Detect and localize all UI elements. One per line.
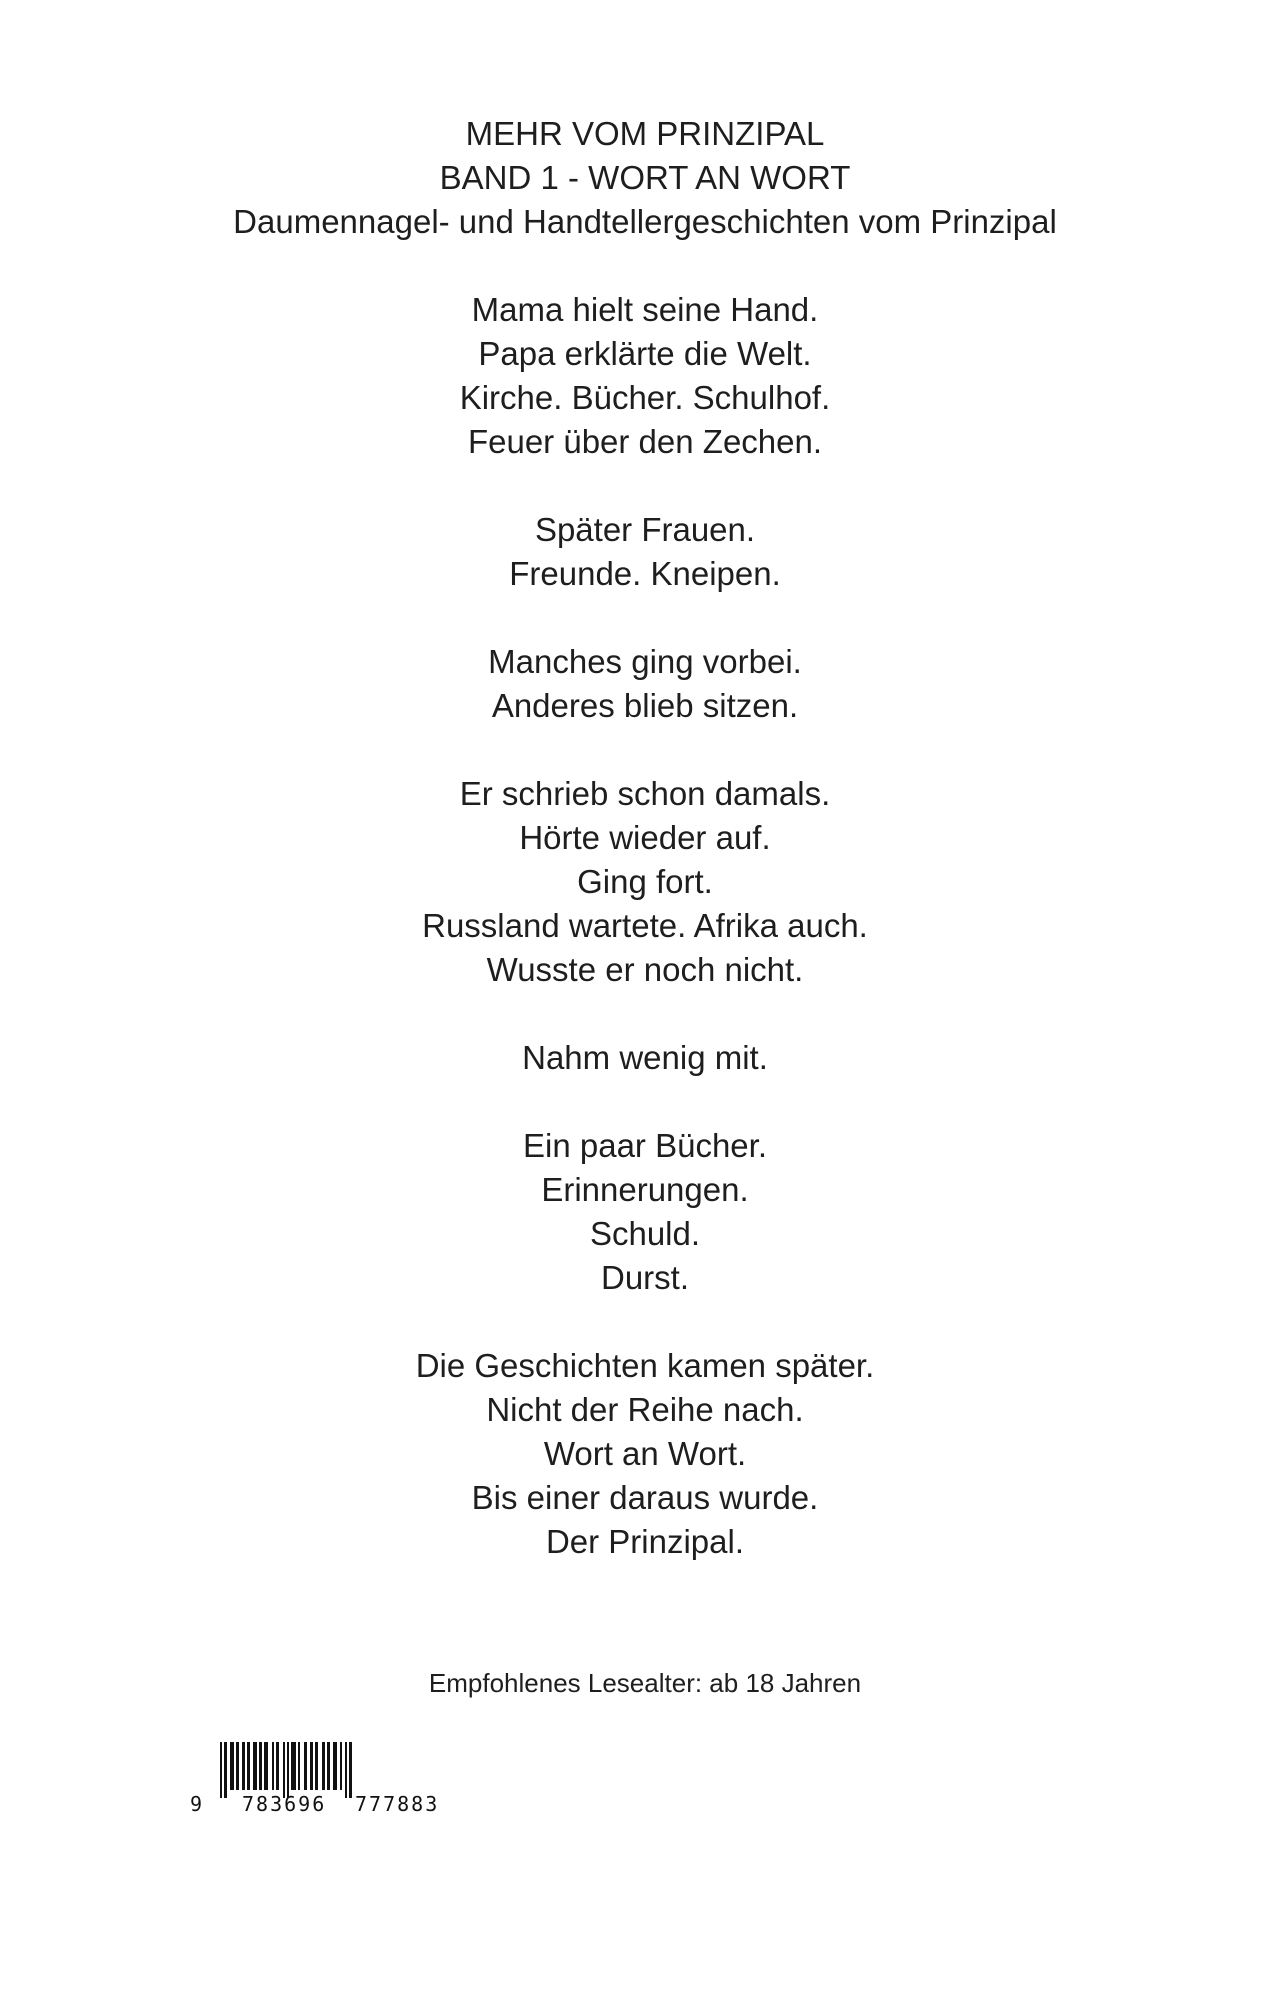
poem-line: Die Geschichten kamen später. bbox=[415, 1347, 875, 1384]
poem-line: Hörte wieder auf. bbox=[519, 819, 771, 856]
poem-line: Mama hielt seine Hand. bbox=[471, 291, 819, 328]
stanza bbox=[0, 772, 1263, 992]
poem-line: Kirche. Bücher. Schulhof. bbox=[459, 379, 831, 416]
poem-line: Wusste er noch nicht. bbox=[486, 951, 804, 988]
poem-line: Ein paar Bücher. bbox=[523, 1127, 767, 1164]
poem-line: Er schrieb schon damals. bbox=[459, 775, 831, 812]
poem-line: Später Frauen. bbox=[534, 511, 756, 548]
subtitle: Daumennagel- und Handtellergeschichten vom Prinzipal bbox=[233, 203, 1057, 240]
series-title: MEHR VOM PRINZIPAL bbox=[465, 115, 825, 152]
cover-heading bbox=[0, 112, 1263, 244]
poem-line: Bis einer daraus wurde. bbox=[471, 1479, 819, 1516]
stanza bbox=[0, 1344, 1263, 1564]
barcode-bar bbox=[349, 1742, 351, 1798]
barcode-bars bbox=[220, 1742, 480, 1794]
poem-line: Papa erklärte die Welt. bbox=[478, 335, 812, 372]
volume-title: BAND 1 - WORT AN WORT bbox=[439, 159, 851, 196]
poem-line: Russland wartete. Afrika auch. bbox=[422, 907, 868, 944]
stanza bbox=[0, 640, 1263, 728]
poem-line: Anderes blieb sitzen. bbox=[491, 687, 799, 724]
recommended-age-note: Empfohlenes Lesealter: ab 18 Jahren bbox=[428, 1668, 862, 1698]
barcode-first-digit: 9 bbox=[190, 1792, 203, 1816]
stanza bbox=[0, 1036, 1263, 1080]
stanza bbox=[0, 508, 1263, 596]
poem-line: Erinnerungen. bbox=[541, 1171, 749, 1208]
barcode-right-digits: 777883 bbox=[355, 1792, 440, 1816]
poem-line: Wort an Wort. bbox=[543, 1435, 747, 1472]
poem-line: Feuer über den Zechen. bbox=[467, 423, 823, 460]
poem-line: Manches ging vorbei. bbox=[488, 643, 802, 680]
poem-line: Freunde. Kneipen. bbox=[509, 555, 781, 592]
poem-line: Nahm wenig mit. bbox=[522, 1039, 768, 1076]
stanza bbox=[0, 288, 1263, 464]
poem-line: Der Prinzipal. bbox=[545, 1523, 745, 1560]
poem-line: Schuld. bbox=[589, 1215, 701, 1252]
poem-text bbox=[0, 288, 1263, 1608]
stanza bbox=[0, 1124, 1263, 1300]
poem-line: Nicht der Reihe nach. bbox=[486, 1391, 804, 1428]
poem-line: Durst. bbox=[600, 1259, 689, 1296]
barcode-left-digits: 783696 bbox=[242, 1792, 327, 1816]
poem-line: Ging fort. bbox=[577, 863, 713, 900]
isbn-barcode bbox=[190, 1742, 490, 1816]
